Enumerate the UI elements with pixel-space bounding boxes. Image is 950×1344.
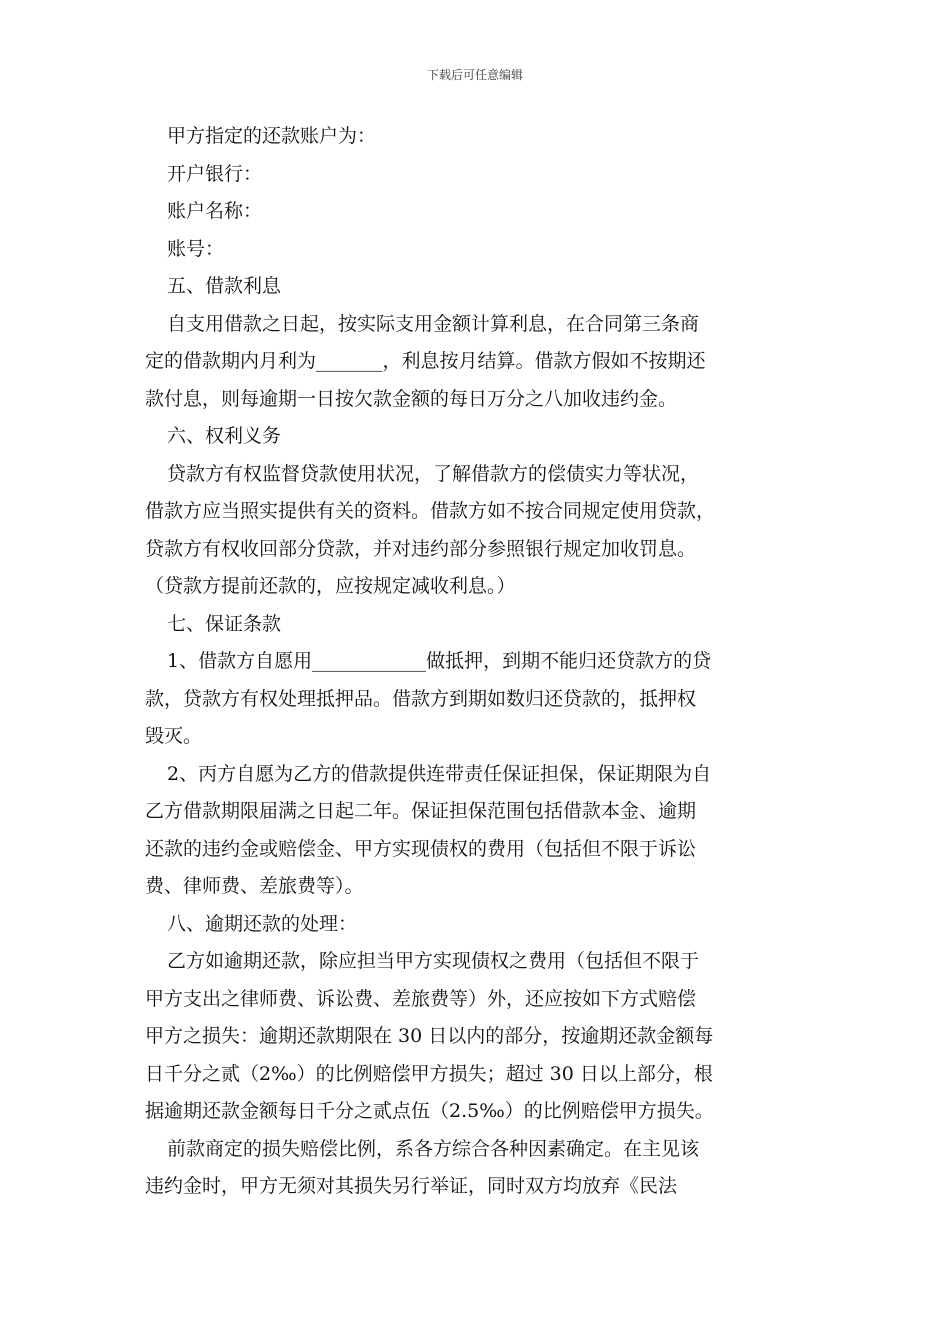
text-line: 借款方应当照实提供有关的资料。借款方如不按合同规定使用贷款， (145, 500, 716, 522)
text-line: 费、律师费、差旅费等）。 (145, 875, 364, 897)
text-line: 五、借款利息 (167, 275, 282, 297)
text-line: 甲方指定的还款账户为： (167, 125, 377, 147)
text-line: 贷款方有权收回部分贷款，并对违约部分参照银行规定加收罚息。 (145, 537, 697, 560)
text-line: 日千分之贰（2‰）的比例赔偿甲方损失；超过 30 日以上部分，根 (145, 1062, 713, 1085)
text-line: 账号： (167, 237, 225, 260)
text-line: 甲方之损失：逾期还款期限在 30 日以内的部分，按逾期还款金额每 (145, 1025, 714, 1047)
text-line: （贷款方提前还款的，应按规定减收利息。） (145, 575, 516, 597)
text-line: 毁灭。 (145, 725, 203, 747)
document-body (145, 118, 805, 1206)
page-header: 下载后可任意编辑 (426, 68, 523, 82)
text-line: 甲方支出之律师费、诉讼费、差旅费等）外，还应按如下方式赔偿 (145, 987, 697, 1010)
text-line: 款付息，则每逾期一日按欠款金额的每日万分之八加收违约金。 (145, 387, 678, 410)
text-line: 前款商定的损失赔偿比例，系各方综合各种因素确定。在主见该 (167, 1137, 700, 1160)
text-line: 账户名称： (167, 200, 263, 222)
text-line: 乙方借款期限届满之日起二年。保证担保范围包括借款本金、逾期 (145, 800, 697, 822)
text-line: 开户银行： (167, 162, 263, 185)
text-line: 乙方如逾期还款，除应担当甲方实现债权之费用（包括但不限于 (167, 950, 700, 972)
text-line: 违约金时，甲方无须对其损失另行举证，同时双方均放弃《民法 (145, 1175, 678, 1197)
text-line: 贷款方有权监督贷款使用状况，了解借款方的偿债实力等状况， (167, 462, 700, 485)
text-line: 七、保证条款 (167, 612, 282, 635)
text-line: 还款的违约金或赔偿金、甲方实现债权的费用（包括但不限于诉讼 (145, 837, 697, 860)
text-line: 自支用借款之日起，按实际支用金额计算利息，在合同第三条商 (167, 312, 700, 335)
text-line: 1、借款方自愿用____________做抵押，到期不能归还贷款方的贷 (167, 650, 712, 672)
text-line: 据逾期还款金额每日千分之贰点伍（2.5‰）的比例赔偿甲方损失。 (145, 1100, 714, 1122)
text-line: 款，贷款方有权处理抵押品。借款方到期如数归还贷款的，抵押权 (145, 687, 697, 710)
text-line: 定的借款期内月利为_______，利息按月结算。借款方假如不按期还 (145, 350, 706, 372)
text-line: 六、权利义务 (167, 425, 282, 447)
text-line: 八、逾期还款的处理： (167, 912, 358, 935)
text-line: 2、丙方自愿为乙方的借款提供连带责任保证担保，保证期限为自 (167, 762, 712, 785)
